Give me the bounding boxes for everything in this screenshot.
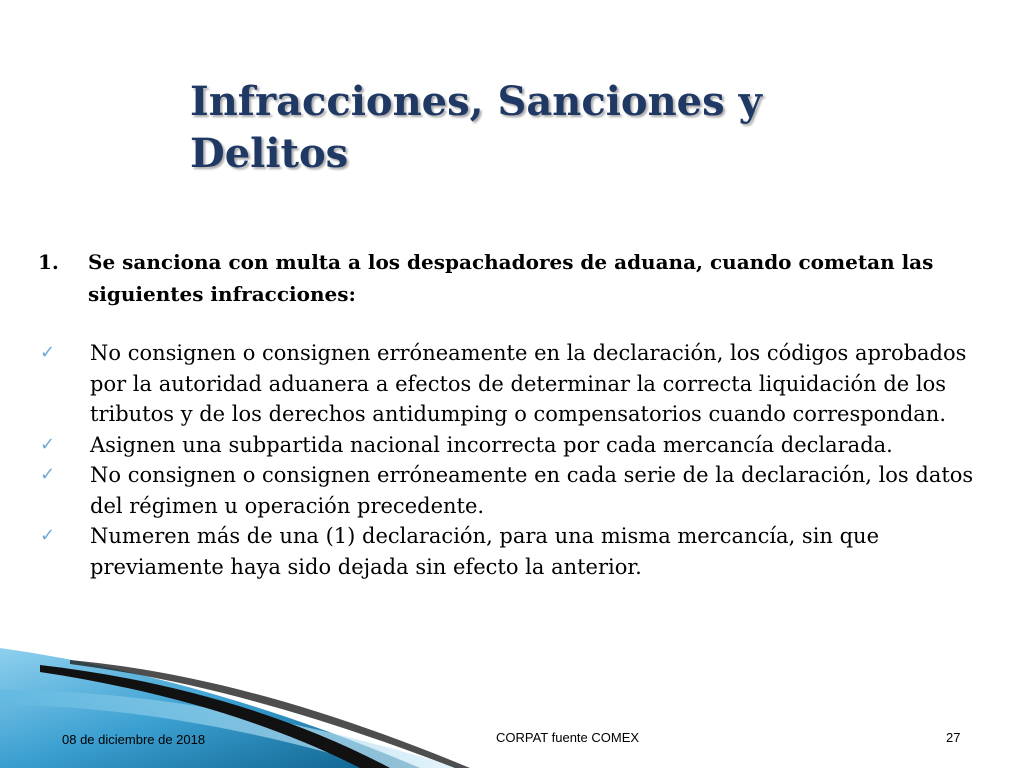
bullet-item	[38, 338, 1008, 430]
intro-text: Se sanciona con multa a los despachadores de aduana, cuando cometan las siguientes infracciones:	[88, 250, 934, 306]
bullet-text: No consignen o consignen erróneamente en cada serie de la declaración, los datos del régimen u operación precedente.	[90, 463, 974, 518]
checkmark-icon: ✓	[40, 525, 56, 546]
footer-date: 08 de diciembre de 2018	[62, 732, 206, 747]
bullet-item	[38, 430, 1008, 461]
numbered-item	[38, 246, 1008, 310]
spacer	[38, 310, 1008, 338]
bullet-item	[38, 521, 1008, 582]
bullet-text: No consignen o consignen erróneamente en la declaración, los códigos aprobados por la autoridad aduanera a efectos de determinar la correcta liquidación de los tributos y de los derechos antidumping o compensatorios cuando correspondan.	[90, 341, 967, 426]
checkmark-icon: ✓	[40, 464, 56, 485]
slide-body	[38, 246, 1008, 582]
bullet-item	[38, 460, 1008, 521]
page-number: 27	[946, 730, 961, 745]
footer-source: CORPAT fuente COMEX	[496, 730, 640, 745]
checkmark-icon: ✓	[40, 342, 56, 363]
bullet-text: Asignen una subpartida nacional incorrecta por cada mercancía declarada.	[90, 432, 893, 457]
slide-title: Infracciones, Sanciones y Delitos	[190, 78, 762, 177]
bullet-text: Numeren más de una (1) declaración, para una misma mercancía, sin que previamente haya sido dejada sin efecto la anterior.	[90, 524, 880, 579]
checkmark-icon: ✓	[40, 433, 56, 455]
item-number: 1.	[38, 250, 59, 274]
